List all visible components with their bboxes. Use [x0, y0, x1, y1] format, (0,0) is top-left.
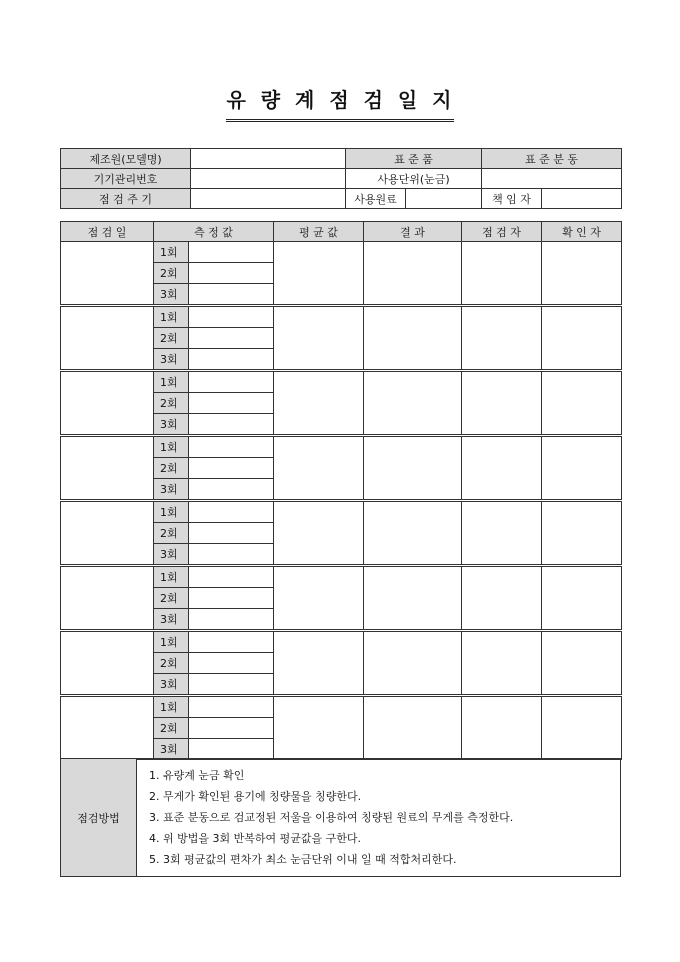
result-cell[interactable]: [364, 371, 462, 436]
responsible-label: 책 임 자: [482, 189, 542, 209]
table-row: [61, 501, 622, 523]
method-steps: [137, 759, 621, 877]
date-cell[interactable]: [61, 631, 154, 696]
round-label: 1회: [154, 501, 189, 523]
measured-value-cell[interactable]: [189, 718, 274, 739]
round-label: 1회: [154, 242, 189, 263]
measured-value-cell[interactable]: [189, 653, 274, 674]
measured-value-cell[interactable]: [189, 609, 274, 631]
method-step: 3. 표준 분동으로 검교정된 저울을 이용하여 칭량된 원료의 무게를 측정한다.: [149, 811, 514, 824]
measured-value-cell[interactable]: [189, 523, 274, 544]
manufacturer-label: 제조원(모델명): [61, 149, 191, 169]
unit-label: 사용단위(눈금): [346, 169, 482, 189]
standard-label: 표 준 품: [346, 149, 482, 169]
log-header-row: [61, 222, 622, 242]
method-step: 1. 유량계 눈금 확인: [149, 769, 245, 782]
table-row: [61, 306, 622, 328]
confirmer-cell[interactable]: [542, 566, 622, 631]
confirmer-header: 확 인 자: [542, 222, 622, 242]
measured-value-cell[interactable]: [189, 479, 274, 501]
round-label: 2회: [154, 523, 189, 544]
method-table: [60, 758, 621, 877]
material-field[interactable]: [406, 189, 482, 209]
round-label: 2회: [154, 263, 189, 284]
material-label: 사용원료: [346, 189, 406, 209]
result-cell[interactable]: [364, 436, 462, 501]
measured-value-cell[interactable]: [189, 306, 274, 328]
info-row-asset: [61, 169, 622, 189]
average-header: 평 균 값: [274, 222, 364, 242]
date-cell[interactable]: [61, 501, 154, 566]
inspector-cell[interactable]: [462, 696, 542, 760]
table-row: [61, 566, 622, 588]
measured-value-cell[interactable]: [189, 242, 274, 263]
result-cell[interactable]: [364, 306, 462, 371]
confirmer-cell[interactable]: [542, 242, 622, 306]
date-cell[interactable]: [61, 696, 154, 760]
measured-value-cell[interactable]: [189, 284, 274, 306]
standard-weight-label: 표 준 분 동: [482, 149, 622, 169]
table-row: [61, 436, 622, 458]
method-label: 점검방법: [61, 759, 137, 877]
measured-value-cell[interactable]: [189, 544, 274, 566]
responsible-field[interactable]: [542, 189, 622, 209]
round-label: 2회: [154, 328, 189, 349]
confirmer-cell[interactable]: [542, 306, 622, 371]
date-cell[interactable]: [61, 306, 154, 371]
round-label: 1회: [154, 696, 189, 718]
round-label: 3회: [154, 544, 189, 566]
measured-value-cell[interactable]: [189, 588, 274, 609]
confirmer-cell[interactable]: [542, 631, 622, 696]
measured-value-cell[interactable]: [189, 436, 274, 458]
result-header: 결 과: [364, 222, 462, 242]
round-label: 1회: [154, 306, 189, 328]
date-cell[interactable]: [61, 566, 154, 631]
round-label: 1회: [154, 371, 189, 393]
confirmer-cell[interactable]: [542, 371, 622, 436]
measured-value-cell[interactable]: [189, 263, 274, 284]
round-label: 3회: [154, 284, 189, 306]
method-row: [61, 759, 621, 877]
method-step: 4. 위 방법을 3회 반복하여 평균값을 구한다.: [149, 832, 361, 845]
round-label: 3회: [154, 479, 189, 501]
inspector-cell[interactable]: [462, 566, 542, 631]
result-cell[interactable]: [364, 242, 462, 306]
inspector-cell[interactable]: [462, 631, 542, 696]
measured-value-cell[interactable]: [189, 739, 274, 760]
average-cell[interactable]: [274, 306, 364, 371]
round-label: 2회: [154, 718, 189, 739]
log-body: [61, 242, 622, 760]
result-cell[interactable]: [364, 631, 462, 696]
round-label: 2회: [154, 588, 189, 609]
table-row: [61, 631, 622, 653]
method-step: 5. 3회 평균값의 편차가 최소 눈금단위 이내 일 때 적합처리한다.: [149, 853, 457, 866]
inspector-cell[interactable]: [462, 501, 542, 566]
table-row: [61, 696, 622, 718]
date-header: 점 검 일: [61, 222, 154, 242]
average-cell[interactable]: [274, 436, 364, 501]
confirmer-cell[interactable]: [542, 436, 622, 501]
manufacturer-field[interactable]: [191, 149, 346, 169]
round-label: 2회: [154, 653, 189, 674]
confirmer-cell[interactable]: [542, 696, 622, 760]
interval-field[interactable]: [191, 189, 346, 209]
average-cell[interactable]: [274, 371, 364, 436]
average-cell[interactable]: [274, 631, 364, 696]
title-wrap: [0, 84, 680, 122]
average-cell[interactable]: [274, 242, 364, 306]
round-label: 3회: [154, 349, 189, 371]
round-label: 1회: [154, 631, 189, 653]
measured-value-cell[interactable]: [189, 696, 274, 718]
average-cell[interactable]: [274, 566, 364, 631]
inspector-cell[interactable]: [462, 306, 542, 371]
equipment-info-table: [60, 148, 622, 209]
measured-value-cell[interactable]: [189, 328, 274, 349]
table-row: [61, 371, 622, 393]
measured-value-cell[interactable]: [189, 458, 274, 479]
result-cell[interactable]: [364, 566, 462, 631]
standard-weight-field[interactable]: [482, 169, 622, 189]
measured-value-cell[interactable]: [189, 566, 274, 588]
round-label: 3회: [154, 414, 189, 436]
round-label: 3회: [154, 609, 189, 631]
measured-value-cell[interactable]: [189, 393, 274, 414]
date-cell[interactable]: [61, 242, 154, 306]
method-step: 2. 무게가 확인된 용기에 칭량물을 칭량한다.: [149, 790, 362, 803]
inspector-cell[interactable]: [462, 242, 542, 306]
table-row: [61, 242, 622, 263]
round-label: 1회: [154, 436, 189, 458]
asset-number-field[interactable]: [191, 169, 346, 189]
info-row-interval: [61, 189, 622, 209]
inspector-cell[interactable]: [462, 436, 542, 501]
result-cell[interactable]: [364, 501, 462, 566]
round-label: 2회: [154, 458, 189, 479]
measured-header: 측 정 값: [154, 222, 274, 242]
round-label: 2회: [154, 393, 189, 414]
average-cell[interactable]: [274, 696, 364, 760]
info-row-manufacturer: [61, 149, 622, 169]
inspection-log-table: [60, 221, 622, 760]
inspector-header: 점 검 자: [462, 222, 542, 242]
measured-value-cell[interactable]: [189, 631, 274, 653]
measured-value-cell[interactable]: [189, 501, 274, 523]
result-cell[interactable]: [364, 696, 462, 760]
measured-value-cell[interactable]: [189, 349, 274, 371]
asset-number-label: 기기관리번호: [61, 169, 191, 189]
average-cell[interactable]: [274, 501, 364, 566]
measured-value-cell[interactable]: [189, 414, 274, 436]
date-cell[interactable]: [61, 436, 154, 501]
round-label: 3회: [154, 739, 189, 760]
confirmer-cell[interactable]: [542, 501, 622, 566]
interval-label: 점 검 주 기: [61, 189, 191, 209]
round-label: 1회: [154, 566, 189, 588]
measured-value-cell[interactable]: [189, 674, 274, 696]
page-title: 유 량 계 점 검 일 지: [226, 84, 453, 122]
round-label: 3회: [154, 674, 189, 696]
date-cell[interactable]: [61, 371, 154, 436]
inspector-cell[interactable]: [462, 371, 542, 436]
measured-value-cell[interactable]: [189, 371, 274, 393]
